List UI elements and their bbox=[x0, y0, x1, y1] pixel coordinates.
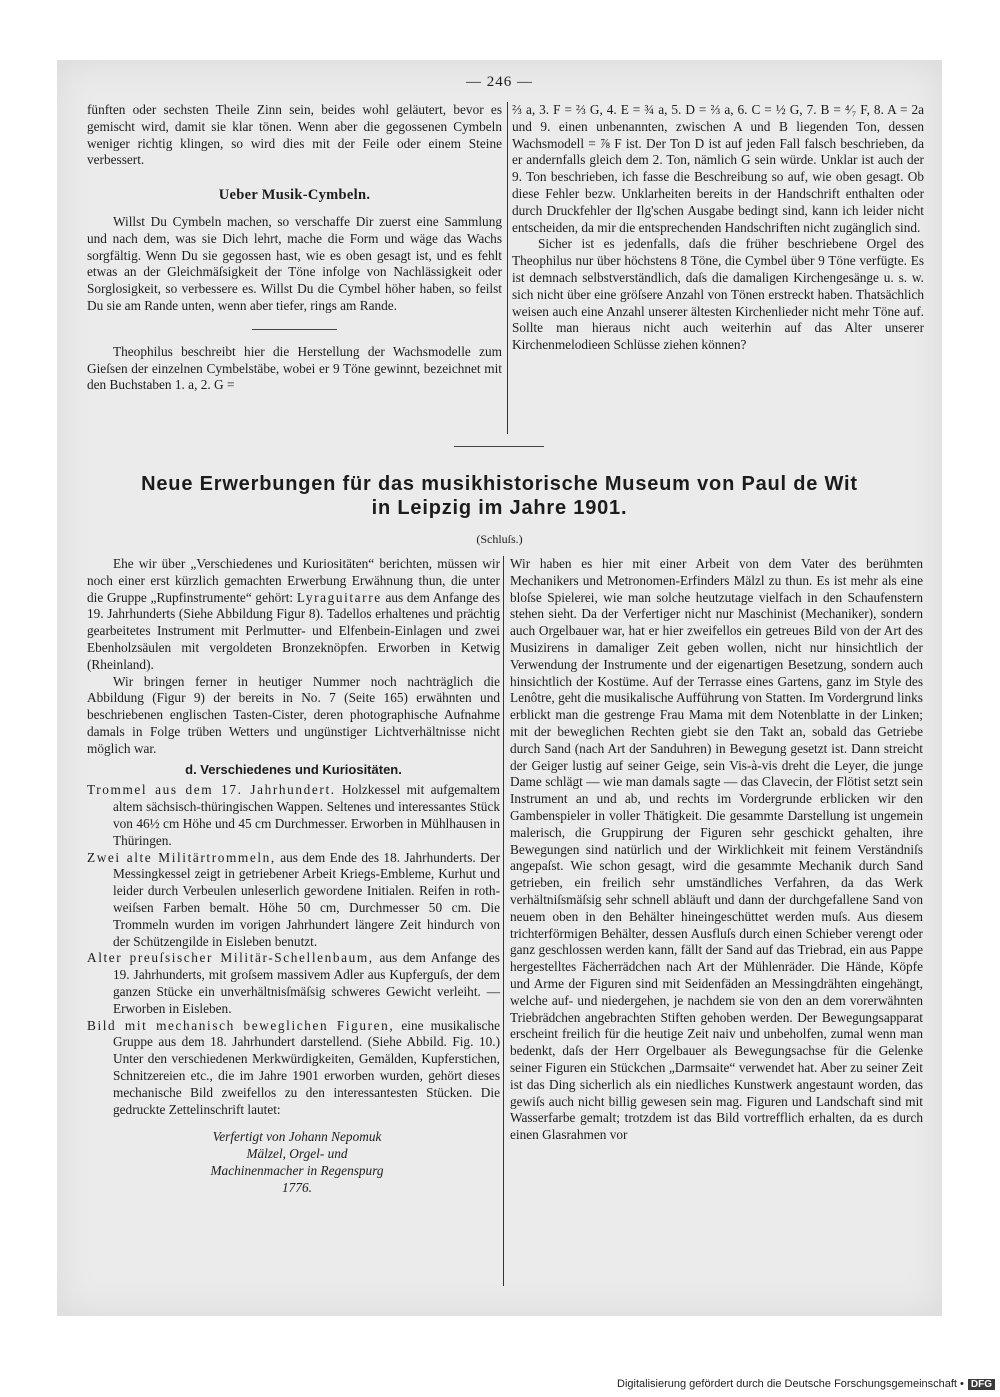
short-rule bbox=[252, 329, 337, 330]
dfg-logo-icon: DFG bbox=[968, 1379, 995, 1390]
paragraph: Wir bringen ferner in heutiger Nummer noch nachträglich die Abbildung (Figur 9) der bereits in No. 7 (Seite 165) erwähnten und beschriebenen englischen Tasten-Cister, deren photographische Aufnahme damals in Folge trüben Wetters und ungünstiger Lichtverhältnisse nicht möglich war. bbox=[87, 673, 500, 756]
paragraph-text: aus dem Anfange des 19. Jahrhunderts (Siehe Abbildung Figur 8). Tadellos erhaltenes und prächtig gearbeitetes Instrument mit Perlmutter- und Elfenbein-Einlagen und zwei Ebenholzsäulen mit vergoldeten Bronzeknöpfen. Erworben in Ketwig (Rheinland). bbox=[87, 589, 500, 672]
paragraph: Sicher ist es jedenfalls, daſs die früher beschriebene Orgel des Theophilus nur über höchstens 8 Töne, die Cymbel über 9 Töne verfügte. Es ist demnach selbstverständlich, daſs die damaligen Kirchengesänge u. s. w. sich nicht über eine gröſsere Anzahl von Tönen erstreckt haben. Thatsächlich weisen auch eine Anzahl unserer ältesten Kirchenlieder nicht mehr Töne auf. Sollte man hieraus nicht auch weiterhin auf das Alter unserer Kirchenmelodieen Schlüsse ziehen können? bbox=[512, 236, 924, 353]
catalog-entry bbox=[87, 782, 500, 849]
entry-title: Bild mit mechanisch beweglichen Figuren, bbox=[87, 1017, 395, 1033]
section-divider bbox=[454, 446, 544, 447]
top-right-column bbox=[512, 102, 924, 432]
catalog-entry bbox=[87, 1018, 500, 1119]
article-title-line-2: in Leipzig im Jahre 1901. bbox=[371, 497, 628, 519]
scanned-page bbox=[57, 60, 942, 1316]
top-left-column bbox=[87, 102, 502, 432]
paragraph-text: Ehe wir über „Verschiedenes und Kuriositäten“ berichten, müssen wir noch einer erst kürzlich gemachten Erwerbung Erwähnung thun, die unter die Gruppe „Rupfinstrumente“ gehört: bbox=[87, 556, 500, 605]
entry-title: Trommel aus dem 17. Jahrhundert. bbox=[87, 782, 336, 798]
article-title-line-1: Neue Erwerbungen für das musikhistorische Museum von Paul de Wit bbox=[141, 473, 858, 495]
label-inscription: Verfertigt von Johann Nepomuk Mälzel, Orgel- und Machinenmacher in Regenspurg 1776. bbox=[210, 1129, 384, 1196]
bottom-left-column bbox=[87, 556, 500, 1296]
paragraph: Theophilus beschreibt hier die Herstellung der Wachsmodelle zum Gieſsen der einzelnen Cymbelstäbe, wobei er 9 Töne gewinnt, bezeichnet mit den Buchstaben 1. a, 2. G = bbox=[87, 343, 502, 393]
entry-text: eine musikalische Gruppe aus dem 18. Jahrhundert darstellend. (Siehe Abbild. Fig. 10.) Unter den verschiedenen Merkwürdigkeiten, Gemälden, Kupferstichen, Schnitzereien etc., die im Jahre 1901 erworben wurden, gehört dieses mechanische Bild zweifellos zu den interessantesten Stücken. Die gedruckte Zettelinschrift lautet: bbox=[113, 1017, 500, 1117]
paragraph: ⅔ a, 3. F = ⅔ G, 4. E = ¾ a, 5. D = ⅔ a, 6. C = ½ G, 7. B = ⁴⁄₇ F, 8. A = 2a und 9. einen unbenannten, zwischen A und B liegenden Ton, dessen Wachsmodell = ⅞ F ist. Der Ton D ist auf jeden Fall falsch beschrieben, da er andernfalls gleich dem 2. Ton, nämlich G sein würde. Unklar ist auch der 9. Ton beschrieben, ich fasse die Beschreibung so auf, wie oben gesagt. Ob diese Fehler bezw. Unklarheiten bereits in der Handschrift enthalten oder durch Druckfehler der Ilg'schen Ausgabe bedingt sind, kann ich leider nicht entscheiden, da mir die entsprechenden Handschriften nicht zugänglich sind. bbox=[512, 102, 924, 235]
catalog-entry bbox=[87, 850, 500, 951]
column-divider-bottom bbox=[503, 556, 504, 1286]
paragraph: Wir haben es hier mit einer Arbeit von dem Vater des berühmten Mechanikers und Metronomen-Erfinders Mälzl zu thun. Es ist mehr als eine bloſse Spielerei, wie man solche heutzutage vielfach in den Schaufenstern stehen sieht. Da der Verfertiger nicht nur Maschinist (Mechaniker), sondern auch Orgelbauer war, hat er hier zweifellos ein getreues Bild von der Art des Musizirens in damaliger Zeit geben wollen, nicht nur hinsichtlich der Verwendung der Instrumente und der eigenartigen Besetzung, sondern auch hinsichtlich der Kostüme. Auf der Terrasse eines Gartens, ganz im Style des Lenôtre, geht die musikalische Aufführung von Statten. Im Vordergrund links erblickt man die gestrenge Frau Mama mit dem Notenblatte in der Linken; mit der beweglichen Rechten giebt sie den Takt an, sobald das Getriebe durch Sand (nach Art der Sanduhren) in Bewegung gesetzt ist. Dann streicht der Geiger lustig auf seiner Geige, sein Vis-à-vis dreht die Leyer, die junge Dame schlägt — wie man damals sagte — das Clavecin, der Flötist setzt sein Instrument an und ab, und rechts im Vordergrunde erblicken wir den Gambenspieler in voller Thätigkeit. Die gesammte Darstellung ist ungemein malerisch, die Gruppirung der Figuren sehr geschickt gehalten, ihre Bewegungen sind natürlich und der Wirklichkeit mit feinem Verständniſs angepaſst. Wie schon gesagt, wird die gesammte Mechanik durch Sand getrieben, ein freilich sehr umständliches Verfahren, da das Werk verhältniſsmäſsig sehr schnell abläuft und dann der durchgefallene Sand von neuem oben in den Behälter hineingeschüttet werden muſs. Aus diesem trichterförmigen Behälter, dessen Ausfluſs durch einen Schieber verengt oder ganz geschlossen werden kann, fällt der Sand auf das Triebrad, ein aus Pappe hergestelltes Fächerrädchen nach Art der Mühlenräder. Die Hände, Köpfe und Arme der Figuren sind mit Seidenfäden an Messingdrähten eingehängt, welche auf- und niedergehen, je nachdem sie von den an dem vorerwähnten Triebrädchen angebrachten Stiften gehoben werden. Der Bewegungsapparat erscheint freilich für die heutige Zeit naiv und unbeholfen, zumal wenn man bedenkt, daſs der Herr Orgelbauer als Bewegungsachse für die Gelenke seiner Figuren ein Stückchen „Darmsaite“ verwendet hat. Aber zu seiner Zeit ist das Ding sicherlich als ein niedliches Kunstwerk angestaunt worden, das gewiſs auch nicht billig gewesen sein mag. Figuren und Landschaft sind mit Wasserfarbe gemalt; trotzdem ist das Bild vortrefflich erhalten, da es durch einen Glasrahmen vor bbox=[510, 556, 923, 1143]
page-number: — 246 — bbox=[466, 74, 533, 90]
entry-text: Holzkessel mit aufgemaltem altem sächsisch-thüringischen Wappen. Seltenes und interessantes Stück von 46½ cm Höhe und 45 cm Durchmesser. Erworben in Mühlhausen in Thüringen. bbox=[113, 782, 500, 848]
article-continuation-note: (Schluſs.) bbox=[476, 532, 523, 546]
entry-title: Alter preuſsischer Militär-Schellenbaum, bbox=[87, 950, 374, 966]
paragraph: fünften oder sechsten Theile Zinn sein, beides wohl geläutert, bevor es gemischt wird, damit sie klar tönen. Wenn aber die gegossenen Cymbeln weniger richtig klingen, so wird dies mit der Feile oder einem Steine verbessert. bbox=[87, 102, 502, 168]
digitization-credit bbox=[605, 1378, 995, 1390]
column-divider-top bbox=[507, 102, 508, 434]
bottom-right-column bbox=[510, 556, 923, 1296]
entry-text: aus dem Ende des 18. Jahrhunderts. Der Messingkessel zeigt in getriebener Arbeit Kriegs-Embleme, Kurhut und leider durch Verbeulen unleserlich gewordene Initialen. Reifen in roth-weiſsen Farben bemalt. Höhe 50 cm, Durchmesser 50 cm. Die Trommeln wurden im vorigen Jahrhundert längere Zeit hindurch von der Schützengilde in Eisleben benutzt. bbox=[113, 849, 501, 949]
paragraph bbox=[87, 556, 500, 674]
entry-title: Zwei alte Militärtrommeln, bbox=[87, 849, 276, 865]
subsection-heading: d. Verschiedenes und Kuriositäten. bbox=[185, 761, 402, 777]
entry-text: aus dem Anfange des 19. Jahrhunderts, mit groſsem massivem Adler aus Kupferguſs, der dem ganzen Stücke ein unverhältnisſmäſsig schweres Gewicht verleiht. — Erworben in Eisleben. bbox=[113, 950, 500, 1016]
credit-text: Digitalisierung gefördert durch die Deutsche Forschungsgemeinschaft • bbox=[617, 1378, 964, 1390]
section-heading: Ueber Musik-Cymbeln. bbox=[218, 187, 371, 204]
paragraph: Willst Du Cymbeln machen, so verschaffe Dir zuerst eine Sammlung und nach dem, was sie Dich lehrt, mache die Form und wäge das Wachs sorgfältig. Wenn Du sie gegossen hast, wie es oben gesagt ist, und es fehlt etwas an der Gleichmäſsigkeit der Töne infolge von Nachlässigkeit oder Sorglosigkeit, so verbessere es. Willst Du die Cymbel höher haben, so feilst Du sie am Rande unten, wenn aber tiefer, rings am Rande. bbox=[87, 213, 502, 313]
instrument-name: Lyraguitarre bbox=[296, 589, 382, 605]
article-title bbox=[87, 472, 912, 520]
catalog-entry bbox=[87, 950, 500, 1017]
